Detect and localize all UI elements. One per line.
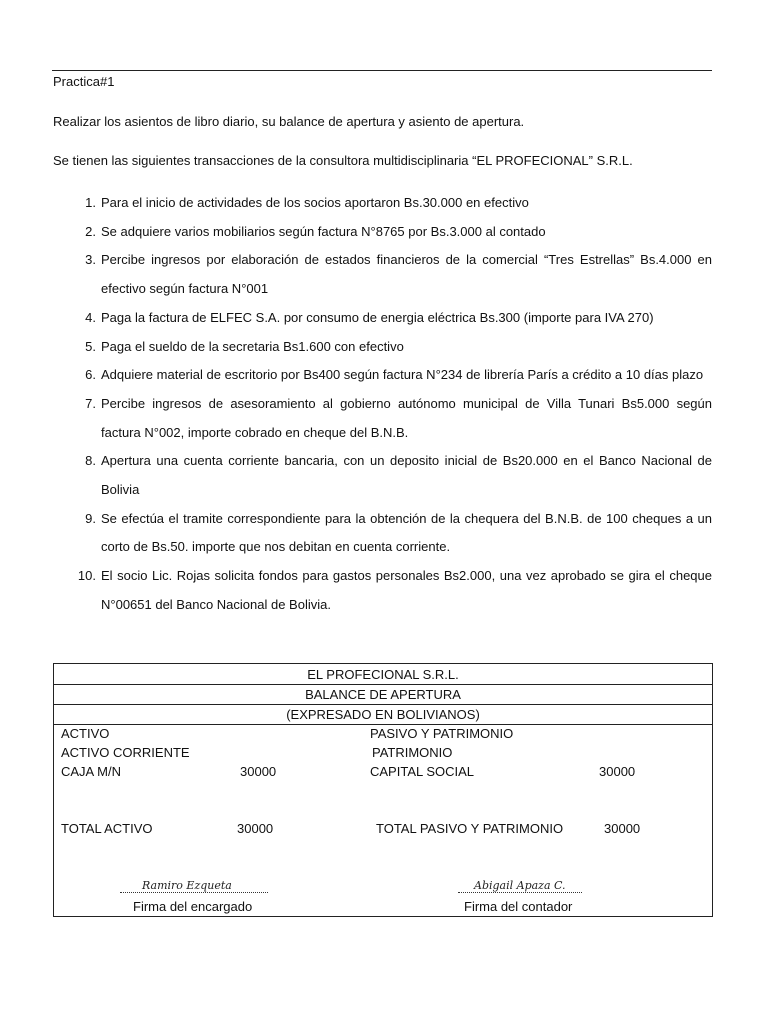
capital-label: CAPITAL SOCIAL [370,764,475,779]
list-item-number: 8. [85,453,96,469]
signature-line-encargado [120,892,268,893]
list-item-number: 5. [85,338,96,354]
list-item-number: 2. [85,223,96,239]
table-divider [54,724,712,725]
list-item-number: 7. [85,395,96,411]
total-activo-label: TOTAL ACTIVO [61,821,153,836]
list-item-text: El socio Lic. Rojas solicita fondos para gastos personales Bs2.000, una vez aprobado se gira el cheque N°00651 del Banco Nacional de Bolivia. [101,568,712,612]
total-pasivo-label: TOTAL PASIVO Y PATRIMONIO [376,821,564,836]
list-item-text: Percibe ingresos por elaboración de estados financieros de la comercial “Tres Estrellas” Bs.4.000 en efectivo según factura N°001 [101,252,712,297]
total-pasivo-value: 30000 [604,821,641,836]
list-item-number: 4. [85,309,96,325]
list-item [53,447,712,504]
signature-line-contador [458,892,582,893]
list-item-number: 3. [85,252,96,268]
list-item-text: Percibe ingresos de asesoramiento al gobierno autónomo municipal de Villa Tunari Bs5.000 según factura N°002, importe cobrado en cheque del B.N.B. [101,395,712,440]
signature-caption-encargado: Firma del encargado [133,899,253,914]
caja-label: CAJA M/N [61,764,121,779]
activo-corriente-label: ACTIVO CORRIENTE [61,745,190,760]
instruction-paragraph: Realizar los asientos de libro diario, su balance de apertura y asiento de apertura. [53,114,525,129]
list-item [53,505,712,562]
list-item-text: Paga el sueldo de la secretaria Bs1.600 con efectivo [101,338,404,354]
list-item-text: Se adquiere varios mobiliarios según factura N°8765 por Bs.3.000 al contado [101,223,546,239]
list-item [53,361,712,390]
list-item-text: Paga la factura de ELFEC S.A. por consumo de energia eléctrica Bs.300 (importe para IVA 270) [101,309,654,325]
list-item-number: 6. [85,367,96,383]
activo-label: ACTIVO [61,726,110,741]
list-item-number: 10. [77,568,96,584]
signature-encargado: Ramiro Ezqueta [142,879,232,892]
list-item [53,218,712,247]
list-item-text: Adquiere material de escritorio por Bs400 según factura N°234 de librería París a crédito a 10 días plazo [101,367,704,383]
list-item-text: Para el inicio de actividades de los socios aportaron Bs.30.000 en efectivo [101,195,529,210]
signature-caption-contador: Firma del contador [464,899,573,914]
list-item-text: Apertura una cuenta corriente bancaria, con un deposito inicial de Bs20.000 en el Banco Nacional de Bolivia [101,453,712,498]
signature-contador: Abigail Apaza C. [474,879,566,892]
list-item [53,246,712,303]
list-item [53,189,712,218]
list-item-text: Se efectúa el tramite correspondiente para la obtención de la chequera del B.N.B. de 100 cheques a un corto de Bs.50. importe que nos debitan en cuenta corriente. [101,510,712,555]
list-item [53,304,712,333]
list-item-number: 9. [85,510,96,526]
balance-title: BALANCE DE APERTURA [305,687,461,702]
page-title: Practica#1 [53,74,115,89]
balance-subtitle: (EXPRESADO EN BOLIVIANOS) [286,707,480,722]
pasivo-patrimonio-label: PASIVO Y PATRIMONIO [370,726,514,741]
list-item [53,390,712,447]
context-paragraph: Se tienen las siguientes transacciones de la consultora multidisciplinaria “EL PROFECIONAL” S.R.L. [53,153,633,168]
total-activo-value: 30000 [237,821,274,836]
balance-company: EL PROFECIONAL S.R.L. [307,667,459,682]
capital-value: 30000 [599,764,636,779]
list-item-number: 1. [85,195,96,210]
list-item [53,333,712,362]
top-rule [52,70,712,71]
caja-value: 30000 [240,764,277,779]
transaction-list [53,189,712,620]
patrimonio-label: PATRIMONIO [372,745,453,760]
balance-table [53,663,713,917]
list-item [53,562,712,619]
